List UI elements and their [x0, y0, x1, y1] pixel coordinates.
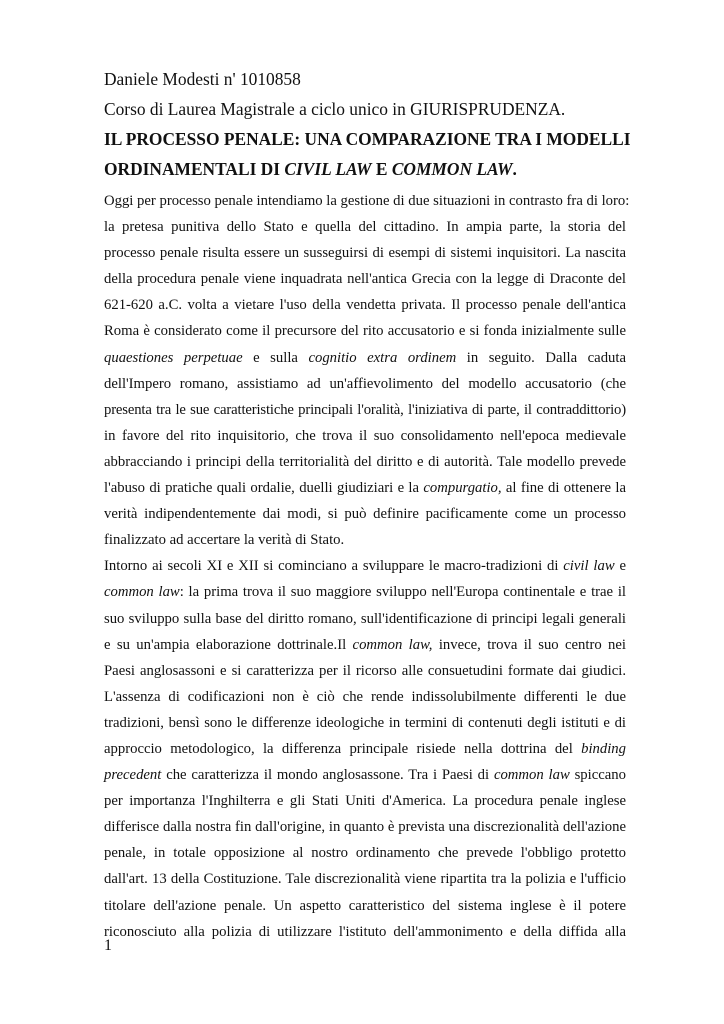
body-line: L'assenza di codificazioni non è ciò che rende indissolubilmente differenti le due	[104, 688, 626, 705]
body-line: Paesi anglosassoni e si caratterizza per il ricorso alle consuetudini formate dai giudici.	[104, 662, 626, 679]
body-italic: cognitio extra ordinem	[308, 349, 457, 366]
body-line	[104, 579, 626, 605]
body-line: la pretesa punitiva dello Stato e quella del cittadino. In ampia parte, la storia del	[104, 219, 626, 236]
body-run: invece, trova il suo centro nei	[432, 636, 627, 653]
body-line: dall'art. 13 della Costituzione. Tale discrezionalità viene ripartita tra la polizia e l'ufficio	[104, 871, 626, 888]
body-italic: quaestiones perpetuae	[104, 349, 243, 366]
body-line: suo sviluppo sulla base del diritto romano, sull'identificazione di principi legali generali	[104, 610, 626, 627]
body-line: titolare dell'azione penale. Un aspetto caratteristico del sistema inglese è il potere	[104, 897, 626, 914]
page-number: 1	[104, 937, 112, 954]
body-run: al fine di ottenere la	[501, 480, 626, 497]
body-line: abbracciando i principi della territorialità del diritto e di autorità. Tale modello prevede	[104, 453, 626, 470]
body-line	[104, 553, 626, 579]
body-line	[104, 762, 626, 788]
body-run: approccio metodologico, la differenza principale risiede nella dottrina del	[104, 740, 582, 757]
title-text-c: E	[371, 159, 392, 179]
body-run: : la prima trova il suo maggiore sviluppo nell'Europa continentale e trae il	[179, 584, 626, 601]
body-line: della procedura penale viene inquadrata nell'antica Grecia con la legge di Draconte del	[104, 271, 626, 288]
body-italic: common law	[493, 767, 570, 784]
body-line: riconosciuto alla polizia di utilizzare l'istituto dell'ammonimento e della diffida alla	[104, 923, 626, 940]
body-line	[104, 736, 626, 762]
body-line: verità indipendentemente dai modi, si può definire pacificamente come un processo	[104, 506, 626, 523]
body-italic: common law	[104, 584, 180, 601]
course-line: Corso di Laurea Magistrale a ciclo unico in GIURISPRUDENZA.	[104, 99, 566, 119]
document-content	[104, 64, 631, 945]
title-civil-law: CIVIL LAW	[284, 159, 372, 179]
body-run: e	[614, 558, 626, 575]
title-text-e: .	[512, 159, 517, 179]
body-run: Intorno ai secoli XI e XII si cominciano a sviluppare le macro-tradizioni di	[104, 558, 564, 575]
title-line-1: IL PROCESSO PENALE: UNA COMPARAZIONE TRA I MODELLI	[104, 129, 631, 149]
author-line: Daniele Modesti n' 1010858	[104, 69, 301, 89]
body-run: e su un'ampia elaborazione dottrinale.Il	[104, 636, 353, 653]
body-italic: compurgatio,	[423, 480, 502, 497]
body-line	[104, 475, 626, 501]
document-title	[104, 124, 631, 184]
body-line: in favore del rito inquisitorio, che trova il suo consolidamento nell'epoca medievale	[104, 427, 626, 444]
body-run: l'abuso di pratiche quali ordalie, duelli giudiziari e la	[104, 480, 424, 497]
body-line: 621-620 a.C. volta a vietare l'uso della vendetta privata. Il processo penale dell'antica	[104, 297, 626, 314]
body-italic: civil law	[563, 558, 615, 575]
body-run: spiccano	[569, 767, 626, 784]
title-text-a: ORDINAMENTALI DI	[104, 159, 285, 179]
body-line: presenta tra le sue caratteristiche principali l'oralità, l'iniziativa di parte, il contraddittorio)	[104, 401, 626, 418]
body-run: e sulla	[242, 349, 309, 366]
body-italic: common law,	[352, 636, 433, 653]
body-run: in seguito. Dalla caduta	[456, 349, 626, 366]
body-line: processo penale risulta essere un susseguirsi di esempi di sistemi inquisitori. La nascita	[104, 245, 626, 262]
body-line: Oggi per processo penale intendiamo la gestione di due situazioni in contrasto fra di loro:	[104, 193, 630, 209]
body-line: tradizioni, bensì sono le differenze ideologiche in termini di contenuti degli istituti e di	[104, 714, 626, 731]
body-line	[104, 345, 626, 371]
body-line: differisce dalla nostra fin dall'origine, in quanto è prevista una discrezionalità dell'azione	[104, 819, 626, 836]
body-line: Roma è considerato come il precursore del rito accusatorio e si fonda inizialmente sulle	[104, 323, 626, 340]
body-text	[104, 188, 630, 945]
body-line: finalizzato ad accertare la verità di Stato.	[104, 532, 345, 549]
body-italic: binding	[581, 740, 626, 757]
body-line: per importanza l'Inghilterra e gli Stati Uniti d'America. La procedura penale inglese	[104, 793, 626, 810]
body-italic: precedent	[104, 767, 162, 784]
body-line: penale, in totale opposizione al nostro ordinamento che prevede l'obbligo protetto	[104, 845, 626, 862]
body-line	[104, 632, 626, 658]
title-line-2	[104, 154, 626, 184]
title-common-law: COMMON LAW	[391, 159, 513, 179]
body-line: dell'Impero romano, assistiamo ad un'affievolimento del modello accusatorio (che	[104, 375, 626, 392]
body-run: che caratterizza il mondo anglosassone. Tra i Paesi di	[161, 767, 494, 784]
